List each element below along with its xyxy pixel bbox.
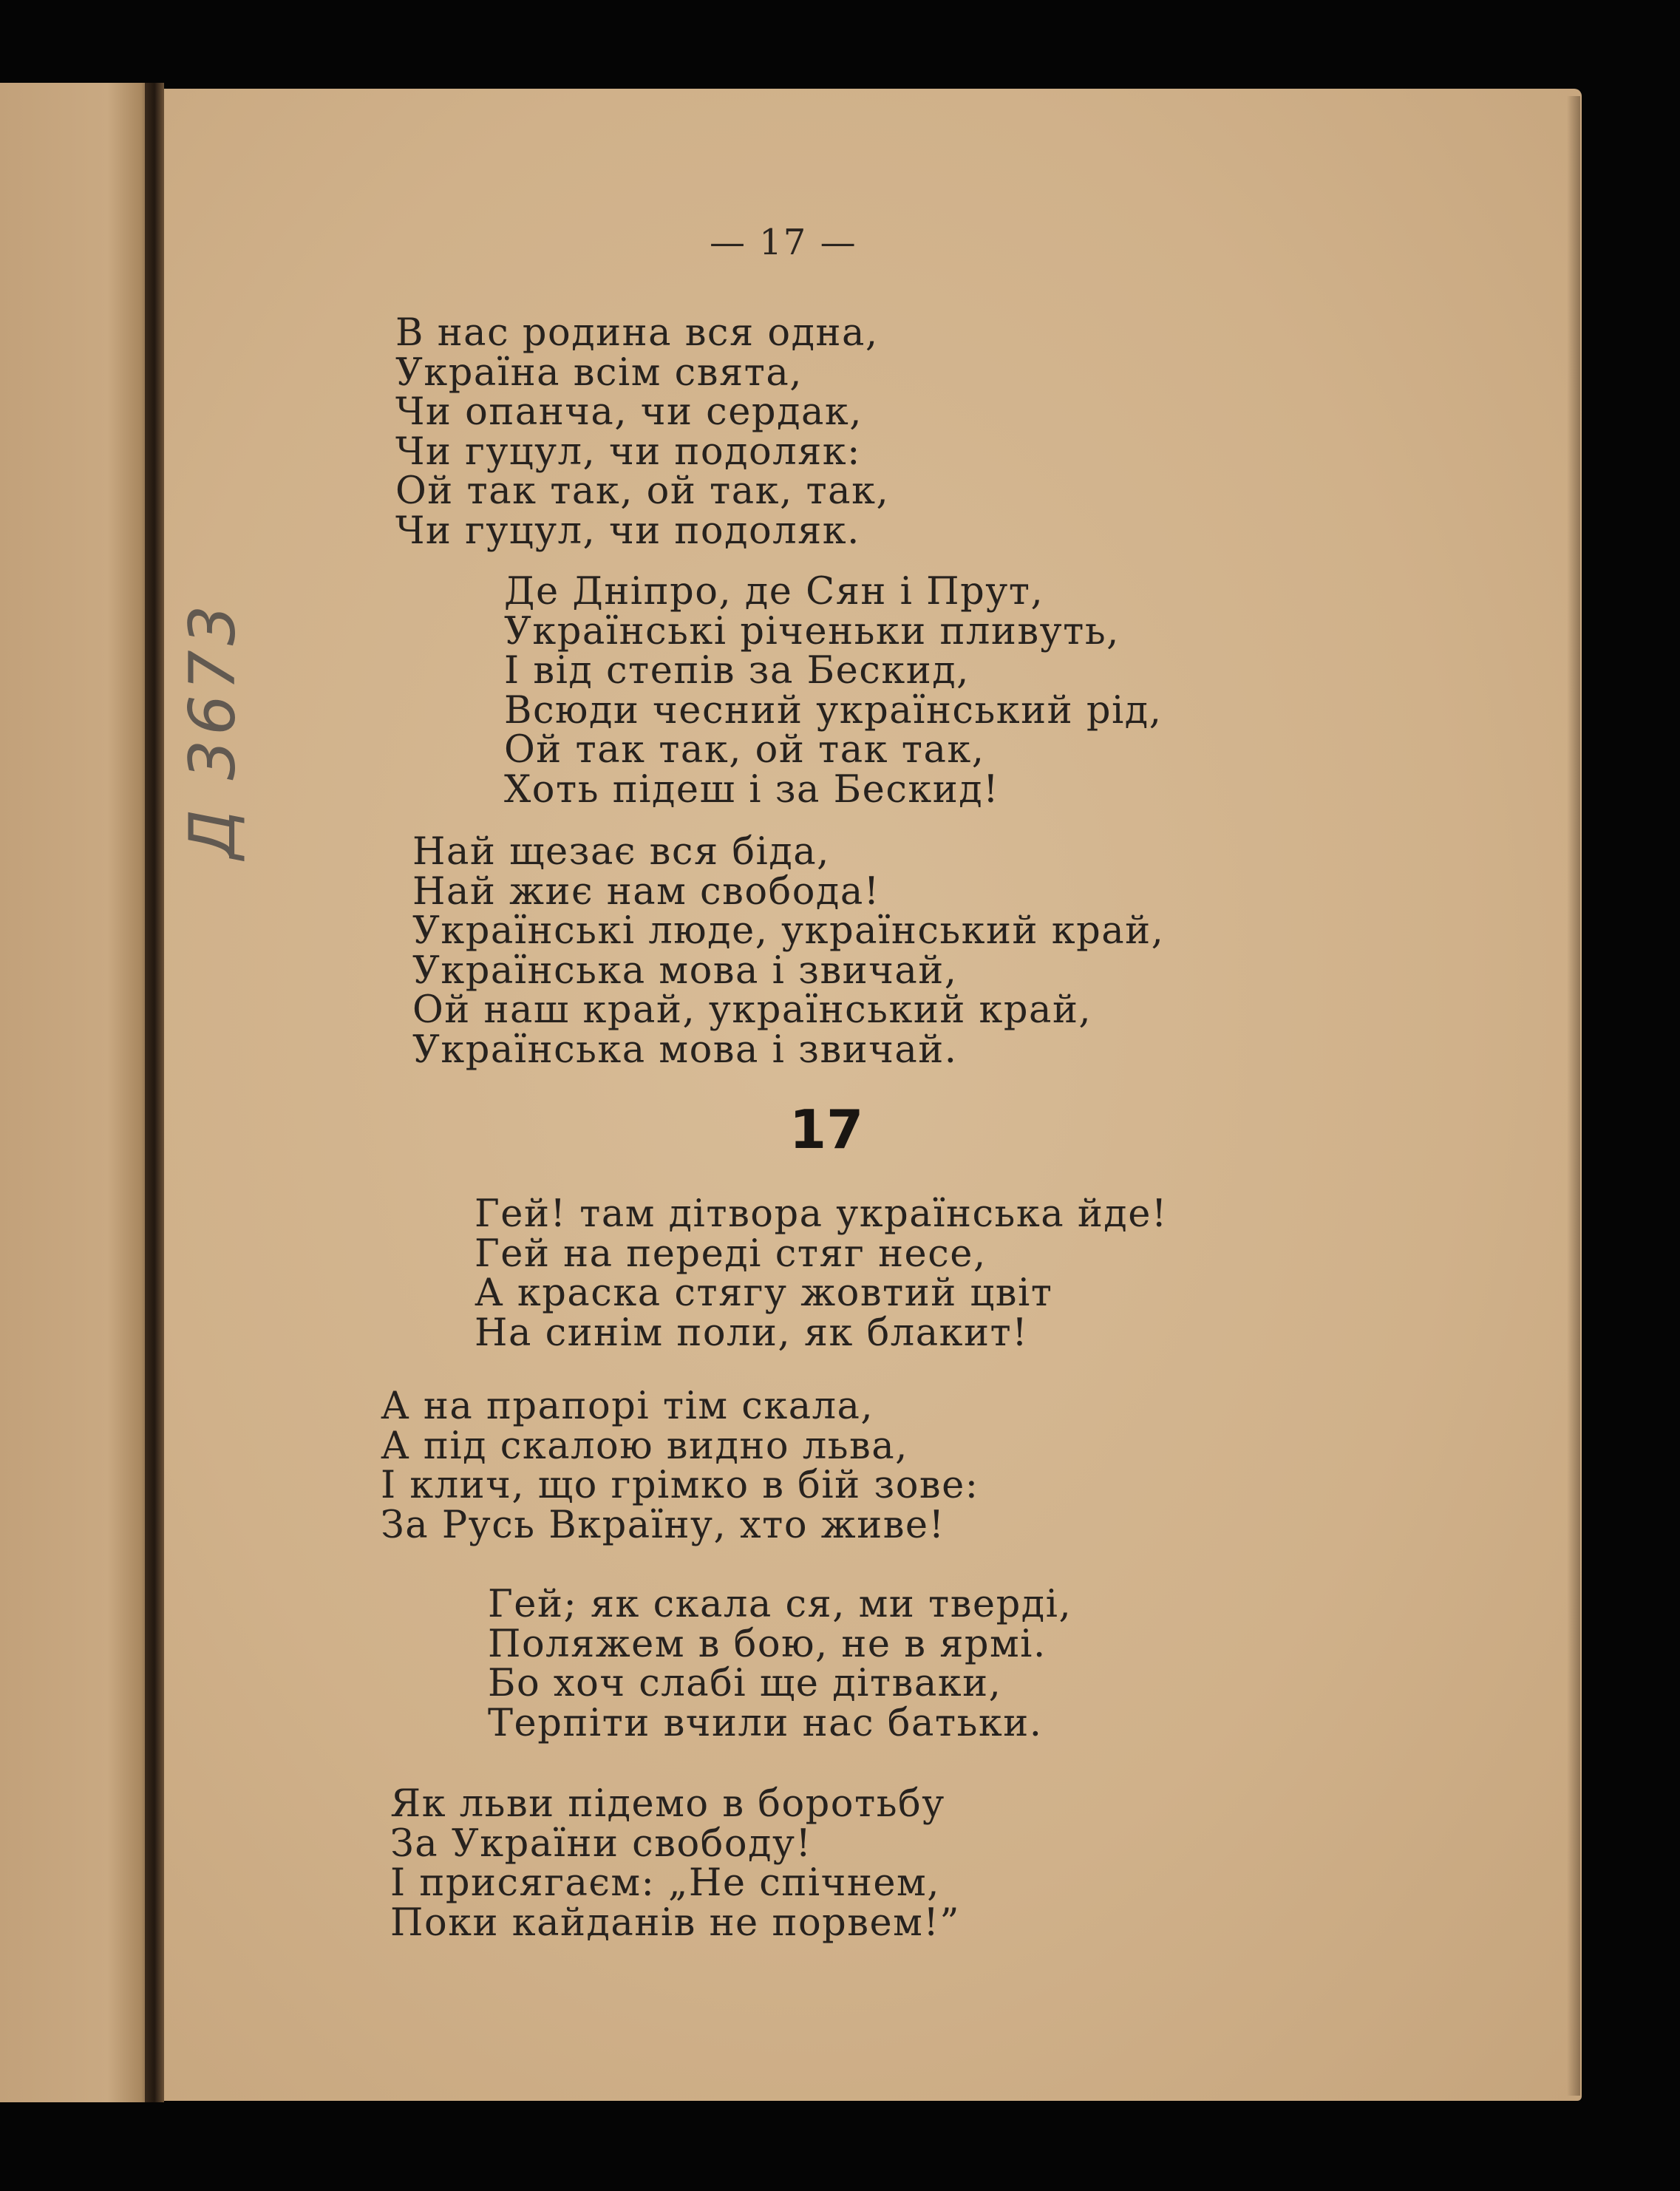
verse-line: Як льви підемо в боротьбу — [390, 1782, 945, 1826]
verse-line: Чи гуцул, чи подоляк: — [395, 429, 861, 474]
verse-line: Най щезає вся біда, — [412, 830, 830, 874]
verse-line: Ой так так, ой так, так, — [395, 469, 890, 513]
verse-line: Поляжем в бою, не в ярмі. — [488, 1622, 1047, 1666]
verse-line: А під скалою видно льва, — [381, 1424, 908, 1468]
verse-line: І клич, що грімко в бій зове: — [381, 1464, 979, 1507]
verse-line: Ой наш край, український край, — [412, 988, 1092, 1032]
verse-line: Українська мова і звичай. — [412, 1027, 958, 1072]
verse-line: А краска стягу жовтий цвіт — [475, 1271, 1053, 1315]
verse-line: Бо хоч слабі ще дітваки, — [488, 1662, 1002, 1705]
stanza-2 — [504, 570, 1163, 812]
verse-line: За України свободу! — [390, 1821, 812, 1866]
verse-line: В нас родина вся одна, — [395, 311, 879, 355]
verse-line: Україна всім свята, — [395, 350, 803, 395]
verse-line: Гей; як скала ся, ми тверді, — [488, 1583, 1072, 1626]
page-number: — 17 — — [710, 222, 857, 263]
stanza-5 — [381, 1387, 979, 1545]
book-gutter — [145, 83, 164, 2102]
verse-line: За Русь Вкраїну, хто живе! — [381, 1503, 945, 1547]
song-number: 17 — [789, 1098, 864, 1161]
stanza-1 — [395, 313, 889, 551]
verse-line: І від степів за Бескид, — [504, 649, 970, 693]
stanza-7 — [390, 1784, 960, 1943]
verse-line: Українські люде, український край, — [412, 909, 1165, 953]
page-edge-shadow — [1567, 96, 1580, 2096]
handwritten-shelfmark: Д 3673 — [176, 600, 250, 859]
verse-line: Українські річеньки пливуть, — [504, 609, 1120, 653]
verse-line: На синім поли, як блакит! — [475, 1311, 1029, 1355]
stanza-3 — [412, 832, 1164, 1070]
verse-line: Гей на переді стяг несе, — [475, 1232, 987, 1276]
verse-line: Чи опанча, чи сердак, — [395, 390, 863, 434]
verse-line: А на прапорі тім скала, — [381, 1385, 874, 1428]
verse-line: Поки кайданів не порвем!” — [390, 1900, 960, 1945]
stanza-6 — [488, 1585, 1072, 1743]
verse-line: Всюди чесний український рід, — [504, 688, 1163, 733]
verse-line: Де Дніпро, де Сян і Прут, — [504, 570, 1044, 614]
left-page-edge — [0, 83, 154, 2102]
verse-line: Чи гуцул, чи подоляк. — [395, 509, 860, 553]
verse-line: Най жиє нам свобода! — [412, 869, 880, 914]
stanza-4 — [475, 1192, 1168, 1355]
verse-line: Хоть підеш і за Бескид! — [504, 767, 1000, 812]
verse-line: Українська мова і звичай, — [412, 948, 958, 993]
verse-line: Гей! там дітвора українська йде! — [475, 1192, 1168, 1236]
verse-line: І присягаєм: „Не спічнем, — [390, 1861, 940, 1905]
verse-line: Ой так так, ой так так, — [504, 728, 985, 772]
verse-line: Терпіти вчили нас батьки. — [488, 1701, 1043, 1745]
